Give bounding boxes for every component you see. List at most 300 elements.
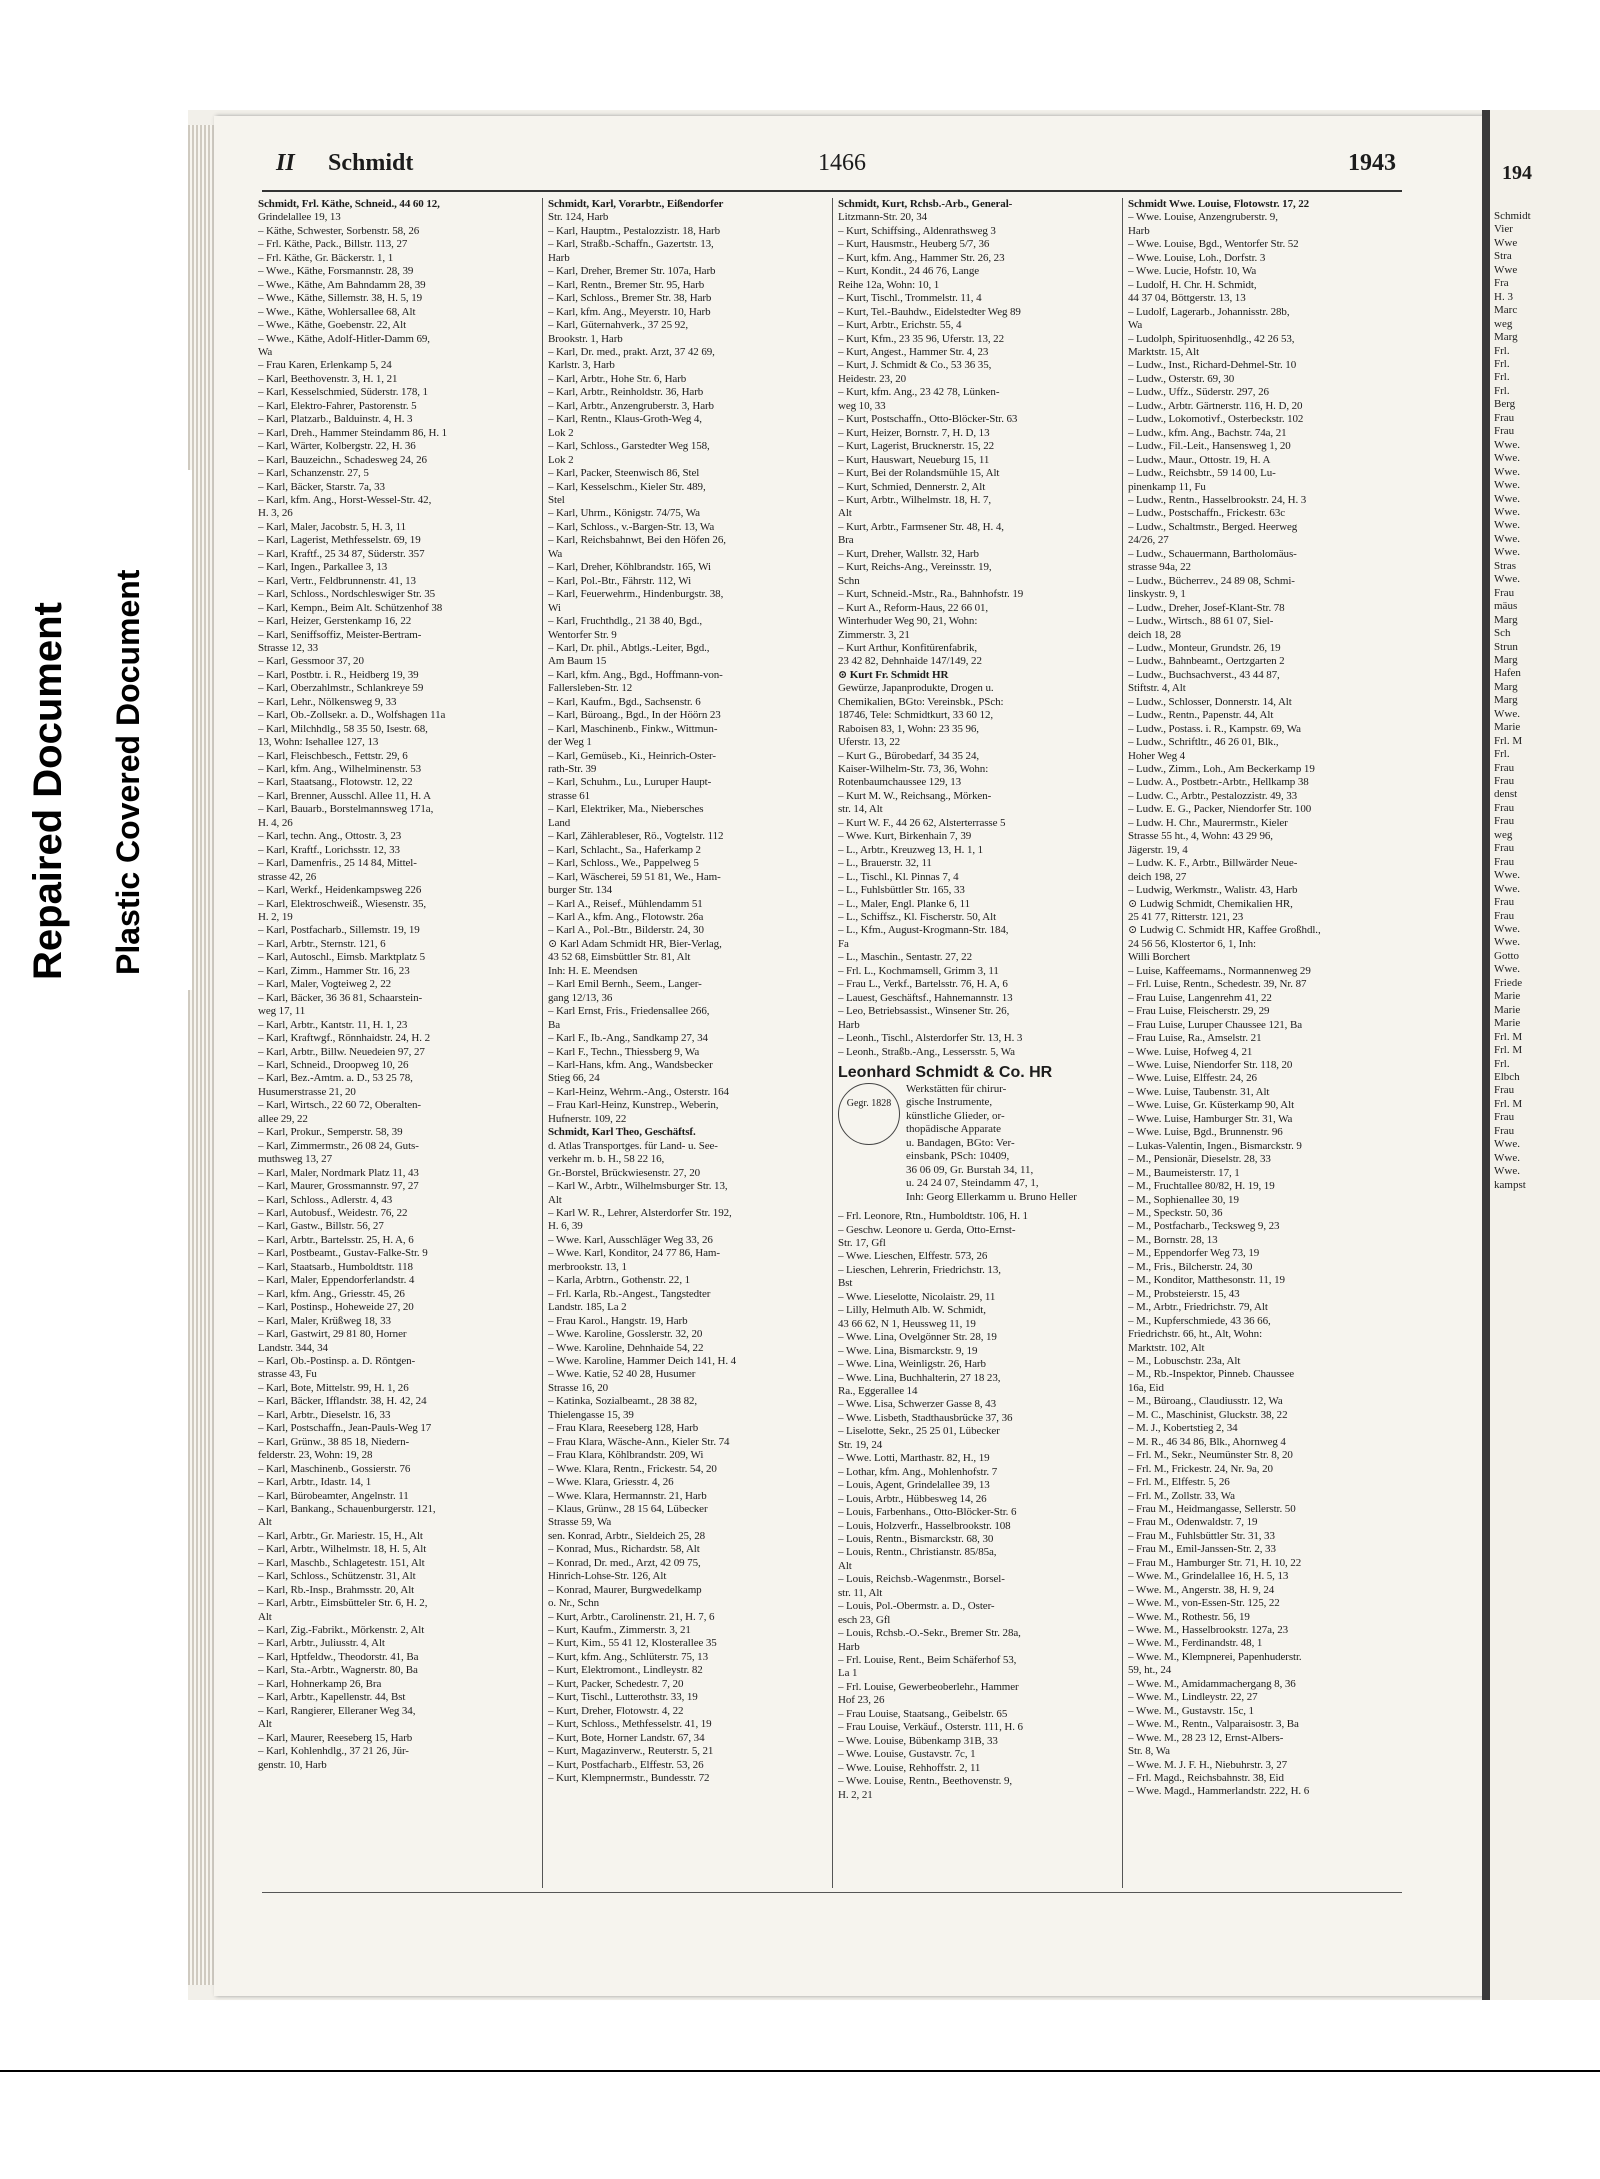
directory-entry: – Kurt M. W., Reichsang., Mörken- <box>838 789 992 802</box>
directory-entry: Harb <box>548 251 570 264</box>
directory-entry: – Karl, Dreher, Köhlbrandstr. 165, Wi <box>548 561 711 574</box>
directory-entry: H. 2, 19 <box>258 911 293 924</box>
directory-entry: – Karl, Schuhm., Lu., Luruper Haupt- <box>548 776 712 789</box>
directory-entry: – Wwe. Lisbeth, Stadthausbrücke 37, 36 <box>838 1411 1013 1424</box>
ad-text-line: gische Instrumente, <box>906 1096 993 1109</box>
directory-entry: – M., Sophienallee 30, 19 <box>1128 1193 1239 1206</box>
next-page-line: Frau <box>1494 1124 1515 1137</box>
directory-entry: – Frau Karen, Erlenkamp 5, 24 <box>258 359 392 372</box>
directory-entry: – Karl, Bez.-Amtm. a. D., 53 25 78, <box>258 1072 413 1085</box>
directory-entry: – Ludolf, H. Chr. H. Schmidt, <box>1128 278 1257 291</box>
next-page-line: Wwe. <box>1494 923 1520 936</box>
directory-entry: – Wwe. M., Lindleystr. 22, 27 <box>1128 1691 1258 1704</box>
next-page-year: 194 <box>1502 162 1532 184</box>
directory-entry: – Karl, Maurer, Reeseberg 15, Harb <box>258 1731 413 1744</box>
volume-number: II <box>276 150 295 176</box>
directory-entry: Str. 124, Harb <box>548 211 609 224</box>
directory-entry: – Wwe. Lotti, Marthastr. 82, H., 19 <box>838 1452 990 1465</box>
directory-entry: – Karl, Kaufm., Bgd., Sachsenstr. 6 <box>548 695 701 708</box>
next-page-line: Frl. <box>1494 384 1510 397</box>
directory-entry: – L., Fuhlsbüttler Str. 165, 33 <box>838 884 965 897</box>
directory-entry: – Wwe. M., Ferdinandstr. 48, 1 <box>1128 1637 1263 1650</box>
directory-entry: – Kurt, Reichs-Ang., Vereinsstr. 19, <box>838 561 992 574</box>
directory-entry: – Wwe. M., Grindelallee 16, H. 5, 13 <box>1128 1570 1289 1583</box>
directory-entry: Karlstr. 3, Harb <box>548 359 615 372</box>
ad-text-line: Werkstätten für chirur- <box>906 1083 1007 1095</box>
directory-entry: – Karl, Bäcker, 36 36 81, Schaarstein- <box>258 991 423 1004</box>
directory-entry: – M., Baumeisterstr. 17, 1 <box>1128 1166 1240 1179</box>
directory-entry: merbrookstr. 13, 1 <box>548 1260 627 1273</box>
directory-entry: – Kurt, Arbtr., Farmsener Str. 48, H. 4, <box>838 520 1004 533</box>
directory-entry: – Karl, Bäcker, Ifflandstr. 38, H. 42, 24 <box>258 1395 427 1408</box>
directory-entry: – Wwe. Louise, Gustavstr. 7c, 1 <box>838 1748 976 1761</box>
directory-entry: rath-Str. 39 <box>548 763 597 776</box>
directory-entry: – Wwe. M., von-Essen-Str. 125, 22 <box>1128 1597 1280 1610</box>
directory-entry: – Konrad, Mus., Richardstr. 58, Alt <box>548 1543 700 1556</box>
directory-entry: – Karl, Rb.-Insp., Brahmsstr. 20, Alt <box>258 1583 415 1596</box>
ad-text-line: u. Bandagen, BGto: Ver- <box>906 1136 1015 1149</box>
directory-entry: – Karl, Hptfeldw., Theodorstr. 41, Ba <box>258 1650 419 1663</box>
next-page-line: Frau <box>1494 425 1515 438</box>
directory-entry: – Kurt, Arbtr., Erichstr. 55, 4 <box>838 319 962 332</box>
directory-entry: – Wwe. Magd., Hammerlandstr. 222, H. 6 <box>1128 1785 1310 1798</box>
next-page-line: Frau <box>1494 896 1515 909</box>
next-page-line: Wwe. <box>1494 882 1520 895</box>
directory-entry: Thielengasse 15, 39 <box>548 1408 634 1421</box>
directory-entry: – Lukas-Valentin, Ingen., Bismarckstr. 9 <box>1128 1139 1302 1152</box>
directory-entry: 13, Wohn: Isehallee 127, 13 <box>258 736 379 749</box>
directory-entry: – Karl, Postinsp., Hoheweide 27, 20 <box>258 1301 414 1314</box>
directory-entry: – Karl, Büroang., Bgd., In der Höörn 23 <box>548 709 721 722</box>
directory-entry: Ba <box>548 1018 561 1031</box>
directory-entry: Gr.-Borstel, Brückwiesenstr. 27, 20 <box>548 1166 701 1179</box>
directory-entry: 59, ht., 24 <box>1128 1664 1172 1677</box>
directory-entry: – Karl, Maler, Nordmark Platz 11, 43 <box>258 1166 419 1179</box>
directory-entry: Gewürze, Japanprodukte, Drogen u. <box>838 682 994 695</box>
next-page-line: Frau <box>1494 1111 1515 1124</box>
directory-entry: Willi Borchert <box>1128 951 1191 964</box>
directory-entry: – Frl. Louise, Gewerbeoberlehr., Hammer <box>838 1680 1019 1693</box>
next-page-line: Friede <box>1494 976 1523 989</box>
directory-entry: – Karl Emil Bernh., Seem., Langer- <box>548 978 702 991</box>
directory-entry: – Konrad, Maurer, Burgwedelkamp <box>548 1583 702 1596</box>
directory-entry: – M., Rb.-Inspektor, Pinneb. Chaussee <box>1128 1368 1295 1381</box>
directory-entry: – Wwe. Kurt, Birkenhain 7, 39 <box>838 830 972 843</box>
next-page-line: Strun <box>1494 640 1518 653</box>
directory-entry: – Karl, Ob.-Zollsekr. a. D., Wolfshagen 11a <box>258 709 446 722</box>
directory-entry: – Karl, Arbtr., Wilhelmstr. 18, H. 5, Alt <box>258 1543 427 1556</box>
directory-entry: – Karl, Wirtsch., 22 60 72, Oberalten- <box>258 1099 421 1112</box>
next-page-line: Vier <box>1494 223 1513 236</box>
directory-entry: 44 37 04, Böttgerstr. 13, 13 <box>1128 292 1246 305</box>
next-page-line: Wwe. <box>1494 869 1520 882</box>
directory-entry: Inh: H. E. Meendsen <box>548 964 638 977</box>
directory-entry: – Karl, Kraftwgf., Rönnhaidstr. 24, H. 2 <box>258 1032 430 1045</box>
directory-entry: – Ludw., Zimm., Loh., Am Beckerkamp 19 <box>1128 763 1315 776</box>
directory-entry: – Ludw., Bahnbeamt., Oertzgarten 2 <box>1128 655 1285 668</box>
directory-entry: – Kurt, Dreher, Flotowstr. 4, 22 <box>548 1704 684 1717</box>
plastic-covered-label: Plastic Covered Document <box>110 569 146 975</box>
directory-entry: Hoher Weg 4 <box>1128 749 1186 762</box>
directory-entry: Str. 19, 24 <box>838 1438 883 1451</box>
directory-entry: esch 23, Gfl <box>838 1613 891 1626</box>
directory-entry: – Wwe. M., Gustavstr. 15c, 1 <box>1128 1704 1254 1717</box>
directory-entry: Am Baum 15 <box>548 655 607 668</box>
directory-entry: – Kurt, Schneid.-Mstr., Ra., Bahnhofstr. 19 <box>838 588 1024 601</box>
directory-entry: – Wwe. Luise, Taubenstr. 31, Alt <box>1128 1085 1270 1098</box>
directory-entry: – Karl, Gemüseb., Ki., Heinrich-Oster- <box>548 749 716 762</box>
directory-entry: Schmidt, Karl Theo, Geschäftsf. <box>548 1126 696 1139</box>
footer-rule <box>262 1892 1402 1893</box>
directory-entry: – Karl, Rangierer, Elleraner Weg 34, <box>258 1704 416 1717</box>
directory-entry: – Karl, Ingen., Parkallee 3, 13 <box>258 561 388 574</box>
directory-entry: – M., Büroang., Claudiusstr. 12, Wa <box>1128 1395 1283 1408</box>
directory-entry: – Karl A., Pol.-Btr., Bilderstr. 24, 30 <box>548 924 704 937</box>
next-page-line: Stra <box>1494 250 1512 263</box>
directory-entry: – Ludw., Monteur, Grundstr. 26, 19 <box>1128 641 1281 654</box>
directory-entry: – Louis, Agent, Grindelallee 39, 13 <box>838 1479 990 1492</box>
directory-entry: H. 2, 21 <box>838 1788 873 1801</box>
directory-entry: – Kurt, Angest., Hammer Str. 4, 23 <box>838 345 989 358</box>
directory-entry: – Karl, Postbtr. i. R., Heidberg 19, 39 <box>258 668 419 681</box>
ad-body <box>838 1083 1116 1204</box>
next-page-line: Frl. <box>1494 357 1510 370</box>
directory-entry: – Karl, Bauzeichn., Schadesweg 24, 26 <box>258 453 427 466</box>
next-page-edge <box>1490 110 1600 2000</box>
page-number: 1466 <box>818 150 866 176</box>
directory-entry: – Karl, Werkf., Heidenkampsweg 226 <box>258 884 422 897</box>
directory-entry: – Louis, Reichsb.-Wagenmstr., Borsel- <box>838 1573 1005 1586</box>
directory-columns <box>258 198 1406 1888</box>
directory-entry: Friedrichstr. 66, ht., Alt, Wohn: <box>1128 1328 1263 1341</box>
directory-entry: – Karl, Straßb.-Schaffn., Gazertstr. 13, <box>548 238 714 251</box>
directory-entry: – Kurt, Packer, Schedestr. 7, 20 <box>548 1677 684 1690</box>
directory-entry: – Kurt, kfm. Ang., Schlüterstr. 75, 13 <box>548 1650 708 1663</box>
ad-emblem: Gegr. 1828 <box>838 1083 900 1145</box>
directory-entry: verkehr m. b. H., 58 22 16, <box>548 1153 665 1166</box>
directory-entry: – Kurt, Kfm., 23 35 96, Uferstr. 13, 22 <box>838 332 1004 345</box>
directory-entry: Strasse 12, 33 <box>258 641 319 654</box>
directory-entry: Rotenbaumchaussee 129, 13 <box>838 776 962 789</box>
directory-entry: Reihe 12a, Wohn: 10, 1 <box>838 278 940 291</box>
directory-entry: – Ludolf, Lagerarb., Johannisstr. 28b, <box>1128 305 1290 318</box>
directory-entry: – M., Pensionär, Dieselstr. 28, 33 <box>1128 1153 1271 1166</box>
next-page-line: Wwe. <box>1494 936 1520 949</box>
directory-entry: – Kurt, Schloss., Methfesselstr. 41, 19 <box>548 1718 712 1731</box>
directory-entry: – Kurt W. F., 44 26 62, Alsterterrasse 5 <box>838 816 1006 829</box>
directory-entry: – Karl, Oberzahlmstr., Schlankreye 59 <box>258 682 424 695</box>
header-rule <box>262 190 1402 192</box>
directory-entry: – Karl, Gastw., Billstr. 56, 27 <box>258 1220 384 1233</box>
directory-entry: burger Str. 134 <box>548 884 612 897</box>
directory-entry: Hufnerstr. 109, 22 <box>548 1112 627 1125</box>
directory-entry: Alt <box>258 1516 272 1529</box>
ad-text <box>906 1083 1077 1204</box>
next-page-line: Marg <box>1494 653 1518 666</box>
directory-entry: – Frau M., Odenwaldstr. 7, 19 <box>1128 1516 1258 1529</box>
directory-entry: – Leonh., Tischl., Alsterdorfer Str. 13, H. 3 <box>838 1032 1023 1045</box>
directory-entry: – Karl, Schloss., We., Pappelweg 5 <box>548 857 699 870</box>
directory-entry: – M., Bornstr. 28, 13 <box>1128 1233 1218 1246</box>
next-page-line: Wwe. <box>1494 1151 1520 1164</box>
next-page-line: Frl. <box>1494 1057 1510 1070</box>
next-page-line: Schmidt <box>1494 210 1531 222</box>
directory-entry: – Frau M., Heidmangasse, Sellerstr. 50 <box>1128 1502 1296 1515</box>
directory-entry: Raboisen 83, 1, Wohn: 23 35 96, <box>838 722 979 735</box>
directory-entry: – Klaus, Grünw., 28 15 64, Lübecker <box>548 1502 708 1515</box>
next-page-line: Wwe. <box>1494 479 1520 492</box>
directory-entry: Heidestr. 23, 20 <box>838 372 907 385</box>
directory-entry: – Frau Karl-Heinz, Kunstrep., Weberin, <box>548 1099 719 1112</box>
ad-title: Leonhard Schmidt & Co. HR <box>838 1064 1053 1081</box>
directory-entry: – Frau M., Emil-Janssen-Str. 2, 33 <box>1128 1543 1276 1556</box>
directory-entry: – Louis, Rchsb.-O.-Sekr., Bremer Str. 28a, <box>838 1627 1021 1640</box>
directory-entry: – Wwe., Käthe, Forsmannstr. 28, 39 <box>258 265 414 278</box>
advertisement-leonhard-schmidt <box>838 1063 1116 1204</box>
directory-entry: Schmidt, Kurt, Rchsb.-Arb., General- <box>838 198 1013 210</box>
directory-entry: – Frau Karol., Hangstr. 19, Harb <box>548 1314 688 1327</box>
directory-entry: – Wwe. M., Rentn., Valparaisostr. 3, Ba <box>1128 1718 1299 1731</box>
directory-entry: – Frau Luise, Fleischerstr. 29, 29 <box>1128 1005 1270 1018</box>
directory-entry: – Wwe., Käthe, Goebenstr. 22, Alt <box>258 319 407 332</box>
directory-entry: – M., Konditor, Matthesonstr. 11, 19 <box>1128 1274 1285 1287</box>
directory-entry: – M., Arbtr., Friedrichstr. 79, Alt <box>1128 1301 1268 1314</box>
directory-entry: – Karl, Maler, Vogteiweg 2, 22 <box>258 978 392 991</box>
ad-text-line: Inh: Georg Ellerkamm u. Bruno Heller <box>906 1190 1077 1203</box>
directory-entry: – Karl, Arbtr., Kapellenstr. 44, Bst <box>258 1691 406 1704</box>
directory-entry: – Karl, Schloss., v.-Bargen-Str. 13, Wa <box>548 520 715 533</box>
next-page-line: Marg <box>1494 680 1518 693</box>
directory-entry: – Karl, Arbtr., Dieselstr. 16, 33 <box>258 1408 391 1421</box>
directory-entry: 18746, Tele: Schmidtkurt, 33 60 12, <box>838 709 994 722</box>
directory-entry: – Frl. Magd., Reichsbahnstr. 38, Eid <box>1128 1772 1284 1785</box>
directory-entry: – Karl, Hohnerkamp 26, Bra <box>258 1677 382 1690</box>
directory-entry: – Kurt, Schiffsing., Aldenrathsweg 3 <box>838 224 996 237</box>
directory-entry: – Karl, Prokur., Semperstr. 58, 39 <box>258 1126 403 1139</box>
directory-entry: – Karl, Lagerist, Methfesselstr. 69, 19 <box>258 534 421 547</box>
directory-entry: 43 52 68, Eimsbüttler Str. 81, Alt <box>548 951 691 964</box>
directory-entry: ⊙ Ludwig Schmidt, Chemikalien HR, <box>1128 897 1293 910</box>
directory-entry: Wa <box>1128 319 1143 332</box>
directory-entry: linskystr. 9, 1 <box>1128 588 1186 601</box>
directory-entry: – Karl, Brenner, Ausschl. Allee 11, H. A <box>258 789 431 802</box>
directory-entry: Wa <box>548 547 563 560</box>
directory-entry: – Frl. M., Zollstr. 33, Wa <box>1128 1489 1235 1502</box>
directory-entry: Stiftstr. 4, Alt <box>1128 682 1186 695</box>
directory-entry: – Wwe. M., 28 23 12, Ernst-Albers- <box>1128 1731 1284 1744</box>
bottom-margin <box>0 2070 1600 2179</box>
directory-entry: – M. J., Kobertstieg 2, 34 <box>1128 1422 1238 1435</box>
directory-entry: – Karl, Arbtr., Bartelsstr. 25, H. A, 6 <box>258 1233 414 1246</box>
directory-entry: – Frau Luise, Ra., Amselstr. 21 <box>1128 1032 1262 1045</box>
next-page-line: Sch <box>1494 627 1511 640</box>
directory-entry: – Wwe. Luise, Hamburger Str. 31, Wa <box>1128 1112 1293 1125</box>
directory-entry: – Karl Ernst, Fris., Friedensallee 266, <box>548 1005 710 1018</box>
directory-entry: Marktstr. 102, Alt <box>1128 1341 1205 1354</box>
directory-entry: – Lilly, Helmuth Alb. W. Schmidt, <box>838 1304 986 1317</box>
directory-entry: – Louis, Rentn., Bismarckstr. 68, 30 <box>838 1532 994 1545</box>
directory-entry: – Karl, Schloss., Nordschleswiger Str. 35 <box>258 588 436 601</box>
directory-entry: Harb <box>838 1640 860 1653</box>
column-1 <box>258 198 536 1888</box>
directory-entry: 24/26, 27 <box>1128 534 1169 547</box>
directory-entry: – Karl, Feuerwehrm., Hindenburgstr. 38, <box>548 588 724 601</box>
directory-entry: – Wwe. Klara, Hermannstr. 21, Harb <box>548 1489 707 1502</box>
directory-entry: Jägerstr. 19, 4 <box>1128 843 1188 856</box>
directory-entry: – Karl, Schneid., Droopweg 10, 26 <box>258 1059 409 1071</box>
next-page-line: Marg <box>1494 331 1518 344</box>
next-page-line: weg <box>1494 828 1513 841</box>
directory-entry: – Ludw., Maur., Ottostr. 19, H. A <box>1128 453 1271 466</box>
directory-entry: – Karl W., Arbtr., Wilhelmsburger Str. 13, <box>548 1180 728 1193</box>
directory-entry: – Wwe. Lieschen, Elffestr. 573, 26 <box>838 1250 988 1263</box>
directory-entry: – Ludw., Lokomotivf., Osterbeckstr. 102 <box>1128 413 1304 426</box>
next-page-line: Wwe. <box>1494 707 1520 720</box>
directory-entry: – Ludw., Postass. i. R., Kampstr. 69, Wa <box>1128 722 1301 735</box>
directory-entry: – Kurt G., Bürobedarf, 34 35 24, <box>838 749 979 762</box>
next-page-line: Marie <box>1494 1003 1521 1016</box>
directory-entry: Str. 8, Wa <box>1128 1745 1170 1758</box>
directory-entry: – Karl F., Techn., Thiessberg 9, Wa <box>548 1045 700 1058</box>
ad-text-line: 36 06 09, Gr. Burstah 34, 11, <box>906 1163 1034 1176</box>
directory-entry: – Karl, Kesselschm., Kieler Str. 489, <box>548 480 706 493</box>
directory-entry: – Karl, Maschinenb., Finkw., Wittmun- <box>548 722 718 735</box>
directory-entry: Schmidt, Karl, Vorarbtr., Eißendorfer <box>548 198 724 210</box>
directory-entry: Schn <box>838 574 860 587</box>
directory-entry: – Karla, Arbtrn., Gothenstr. 22, 1 <box>548 1274 691 1287</box>
next-page-line: Frl. <box>1494 344 1510 357</box>
directory-entry: Zimmerstr. 3, 21 <box>838 628 910 641</box>
directory-entry: Uferstr. 13, 22 <box>838 736 901 749</box>
directory-entry: – Karl, Arbtr., Gr. Mariestr. 15, H., Alt <box>258 1529 423 1542</box>
directory-entry: – Karl, Schanzenstr. 27, 5 <box>258 467 369 480</box>
top-margin <box>0 0 1600 48</box>
directory-entry: – Karl, Wärter, Kolbergstr. 22, H. 36 <box>258 440 416 453</box>
directory-entry: – Kurt, Kondit., 24 46 76, Lange <box>838 265 980 278</box>
next-page-line: Wwe. <box>1494 465 1520 478</box>
directory-entry: – Karl, kfm. Ang., Meyerstr. 10, Harb <box>548 305 711 318</box>
directory-entry: – Karl, Wäscherei, 59 51 81, We., Ham- <box>548 870 721 883</box>
directory-entry: – Karl, Zig.-Fabrikt., Mörkenstr. 2, Alt <box>258 1624 425 1637</box>
directory-entry: – Karl, kfm. Ang., Griesstr. 45, 26 <box>258 1287 405 1300</box>
directory-entry: – M., Eppendorfer Weg 73, 19 <box>1128 1247 1260 1260</box>
directory-entry: – Wwe. Karoline, Gosslerstr. 32, 20 <box>548 1328 703 1341</box>
next-page-line: Gotto <box>1494 949 1520 962</box>
directory-entry: – Karl, Maschinenb., Gossierstr. 76 <box>258 1462 411 1475</box>
directory-entry: – Karl, Schloss., Adlerstr. 4, 43 <box>258 1193 393 1206</box>
directory-entry: Bst <box>838 1277 853 1290</box>
directory-entry: – Ludw., Rentn., Papenstr. 44, Alt <box>1128 709 1274 722</box>
directory-entry: – Wwe. Lisa, Schwerzer Gasse 8, 43 <box>838 1398 996 1411</box>
directory-entry: – Karl, Pol.-Btr., Fährstr. 112, Wi <box>548 574 692 587</box>
directory-entry: – Karl, Arbtr., Anzengruberstr. 3, Harb <box>548 399 714 412</box>
directory-entry: – L., Tischl., Kl. Pinnas 7, 4 <box>838 870 959 883</box>
directory-entry: – Frl. Karla, Rb.-Angest., Tangstedter <box>548 1287 711 1300</box>
directory-entry: – Frau M., Hamburger Str. 71, H. 10, 22 <box>1128 1556 1302 1569</box>
directory-entry: – Karl, Dreh., Hammer Steindamm 86, H. 1 <box>258 426 448 439</box>
directory-entry: – Kurt, Tel.-Bauhdw., Eidelstedter Weg 89 <box>838 305 1021 318</box>
column-divider <box>542 198 543 1888</box>
directory-entry: – Karl, Reichsbahnwt, Bei den Höfen 26, <box>548 534 726 547</box>
directory-entry: – Karl, Postbeamt., Gustav-Falke-Str. 9 <box>258 1247 428 1260</box>
directory-entry: – Karl, Postfacharb., Sillemstr. 19, 19 <box>258 924 420 937</box>
directory-entry: – M., Speckstr. 50, 36 <box>1128 1206 1223 1219</box>
directory-entry: H. 3, 26 <box>258 507 293 520</box>
next-page-line: Frau <box>1494 842 1515 855</box>
next-page-lines <box>1494 210 1600 1192</box>
directory-entry: – Wwe., Käthe, Adolf-Hitler-Damm 69, <box>258 332 430 345</box>
directory-entry: – Wwe. Louise, Bübenkamp 31B, 33 <box>838 1734 998 1747</box>
directory-entry: – M., Fris., Bilcherstr. 24, 30 <box>1128 1260 1253 1273</box>
directory-entry: – Kurt, Hauswart, Neueburg 15, 11 <box>838 453 990 466</box>
directory-entry: – Karl, Staatsang., Flotowstr. 12, 22 <box>258 776 413 789</box>
directory-entry: – Ludw. E. G., Packer, Niendorfer Str. 100 <box>1128 803 1312 816</box>
directory-entry: – Karl, Arbtr., Sternstr. 121, 6 <box>258 937 386 950</box>
directory-entry: – Frl. Luise, Rentn., Schedestr. 39, Nr. 87 <box>1128 978 1307 991</box>
directory-entry: – Karl, techn. Ang., Ottostr. 3, 23 <box>258 830 402 843</box>
directory-entry: – Ludw., Arbtr. Gärtnerstr. 116, H. D, 20 <box>1128 399 1303 412</box>
directory-entry: – Kurt, Bote, Horner Landstr. 67, 34 <box>548 1731 705 1744</box>
directory-entry: – Karl, Ob.-Postinsp. a. D. Röntgen- <box>258 1354 416 1367</box>
directory-entry: 24 56 56, Klostertor 6, 1, Inh: <box>1128 937 1256 950</box>
directory-entry: – Karl, Uhrm., Königstr. 74/75, Wa <box>548 507 700 520</box>
directory-entry: Hinrich-Lohse-Str. 126, Alt <box>548 1570 667 1583</box>
directory-entry: – Wwe. Klara, Rentn., Frickestr. 54, 20 <box>548 1462 717 1475</box>
directory-entry: – Karl, Lehr., Nölkensweg 9, 33 <box>258 695 397 708</box>
directory-entry: La 1 <box>838 1667 858 1680</box>
next-page-line: Wwe. <box>1494 532 1520 545</box>
directory-entry: – Katinka, Sozialbeamt., 28 38 82, <box>548 1395 698 1408</box>
directory-entry: 23 42 82, Dehnhaide 147/149, 22 <box>838 655 982 668</box>
directory-entry: – Karl, Bürobeamter, Angelnstr. 11 <box>258 1489 409 1502</box>
directory-entry: – Karl, Beethovenstr. 3, H. 1, 21 <box>258 372 398 385</box>
directory-entry: 25 41 77, Ritterstr. 121, 23 <box>1128 911 1244 924</box>
directory-entry: – Kurt A., Reform-Haus, 22 66 01, <box>838 601 989 614</box>
directory-entry: Land <box>548 816 571 829</box>
directory-entry: Grindelallee 19, 13 <box>258 211 341 224</box>
directory-entry: Lok 2 <box>548 453 574 466</box>
directory-entry: – Karl, Arbtr., Billw. Neuedeien 97, 27 <box>258 1045 425 1058</box>
directory-entry: – Karl, Kesselschmied, Süderstr. 178, 1 <box>258 386 428 399</box>
directory-entry: 43 66 62, N 1, Heussweg 11, 19 <box>838 1317 976 1330</box>
directory-entry: – Kurt, Arbtr., Carolinenstr. 21, H. 7, 6 <box>548 1610 715 1623</box>
directory-entry: – Karl, kfm. Ang., Wilhelminenstr. 53 <box>258 763 422 776</box>
directory-entry: – Liselotte, Sekr., 25 25 01, Lübecker <box>838 1425 1000 1438</box>
directory-entry: – Ludw., Wirtsch., 88 61 07, Siel- <box>1128 615 1274 628</box>
next-page-line: Wwe. <box>1494 492 1520 505</box>
directory-entry: Alt <box>258 1610 272 1623</box>
directory-entry: – Karl F., Ib.-Ang., Sandkamp 27, 34 <box>548 1032 708 1045</box>
directory-entry: o. Nr., Schn <box>548 1597 600 1610</box>
column-2 <box>548 198 826 1888</box>
directory-entry: – Kurt, Postschaffn., Otto-Blöcker-Str. 63 <box>838 413 1018 426</box>
directory-entry: – Wwe., Käthe, Sillemstr. 38, H. 5, 19 <box>258 292 423 305</box>
directory-entry: – Wwe. Karl, Konditor, 24 77 86, Ham- <box>548 1247 720 1260</box>
directory-entry: – Ludw., Rentn., Hasselbrookstr. 24, H. 3 <box>1128 493 1307 506</box>
directory-entry: – Karl, Maler, Eppendorferlandstr. 4 <box>258 1274 415 1287</box>
directory-entry: – Frau M., Fuhlsbüttler Str. 31, 33 <box>1128 1529 1275 1542</box>
directory-entry: – Karl, Damenfris., 25 14 84, Mittel- <box>258 857 417 870</box>
directory-entry: – Ludw., Schauermann, Bartholomäus- <box>1128 547 1297 560</box>
directory-entry: – Kurt, Elektromont., Lindleystr. 82 <box>548 1664 703 1677</box>
next-page-line: H. 3 <box>1494 290 1513 303</box>
directory-entry: – Wwe. Klara, Griesstr. 4, 26 <box>548 1476 674 1489</box>
directory-entry: str. 11, Alt <box>838 1586 883 1599</box>
directory-entry: – Karl, Zählerableser, Rö., Vogtelstr. 112 <box>548 830 724 843</box>
directory-entry: – Wwe., Käthe, Am Bahndamm 28, 39 <box>258 278 426 291</box>
next-page-line: Stras <box>1494 559 1516 572</box>
directory-entry: – Frau L., Verkf., Bartelsstr. 76, H. A, 6 <box>838 978 1008 991</box>
